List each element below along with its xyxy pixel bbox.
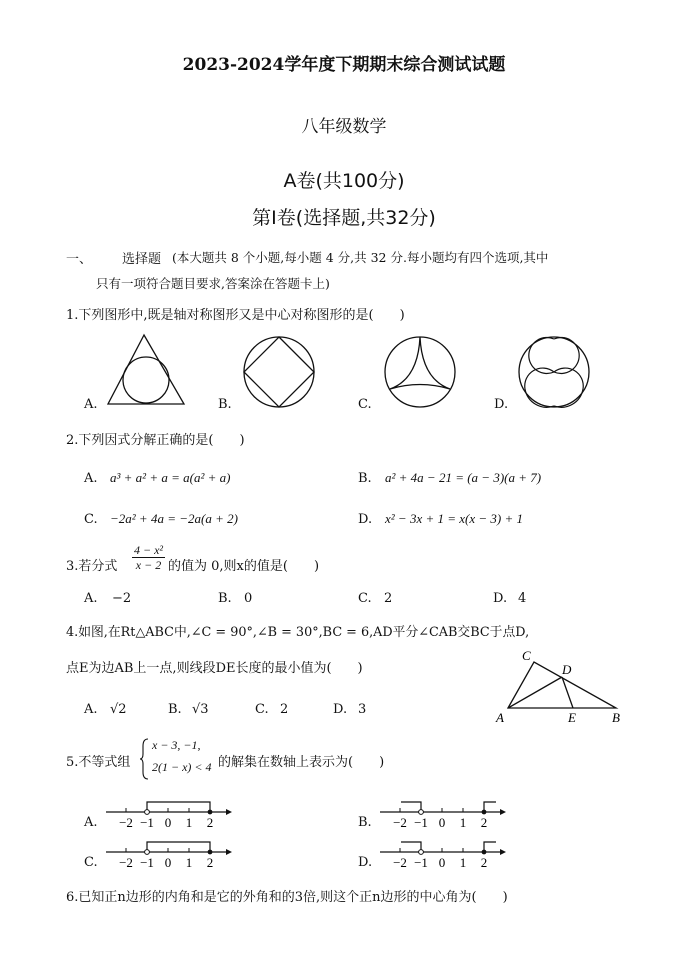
axis-tick-label: −2 [393, 815, 407, 830]
axis-tick-label: −1 [140, 855, 154, 870]
q5-option-c-label: C. [84, 855, 98, 870]
solution-ray [401, 802, 421, 812]
q3-option-c-value: 2 [384, 591, 393, 606]
q3-denominator: x − 2 [135, 558, 162, 572]
axis-tick-label: −2 [119, 815, 133, 830]
axis-tick-label: 2 [206, 855, 214, 870]
axis-tick-label: 2 [480, 815, 488, 830]
q2-option-d-expr: x² − 3x + 1 = x(x − 3) + 1 [385, 511, 523, 526]
axis-tick-label: −2 [393, 855, 407, 870]
q3-prefix: 3.若分式 [66, 559, 118, 574]
q2-option-b-expr: a² + 4a − 21 = (a − 3)(a + 7) [385, 470, 542, 485]
q5-number-line-b [378, 790, 506, 830]
q4-triangle-figure [494, 648, 628, 726]
solution-bracket [147, 802, 210, 812]
axis-tick-label: 2 [206, 815, 214, 830]
q4-option-a-value: √2 [110, 702, 127, 717]
q2-option-a-expr: a³ + a² + a = a(a² + a) [110, 470, 231, 485]
q2-option-c-expr: −2a² + 4a = −2a(a + 2) [110, 511, 238, 526]
q6-stem: 6.已知正n边形的内角和是它的外角和的3倍,则这个正n边形的中心角为( ) [66, 890, 508, 905]
solution-bracket [147, 842, 210, 852]
q3-option-d-value: 4 [518, 591, 527, 606]
axis-tick-label: 1 [185, 815, 193, 830]
axis-tick-label: −1 [414, 815, 428, 830]
q5-inequality-1: x − 3, −1, [152, 738, 201, 752]
axis-tick-label: 0 [164, 815, 172, 830]
q4-point-b: B [612, 710, 620, 725]
grade-subject: 八年级数学 [301, 117, 387, 137]
open-point [419, 850, 424, 855]
q5-option-b-label: B. [358, 815, 372, 830]
closed-point [482, 810, 487, 815]
q1-figure-c [382, 334, 458, 410]
q2-option-a-label: A. [84, 471, 98, 486]
solution-ray [401, 842, 421, 852]
q4-line2: 点E为边AB上一点,则线段DE长度的最小值为( ) [66, 661, 363, 676]
q5-number-line-c [104, 830, 232, 870]
q4-option-c-label: C. [255, 702, 269, 717]
q5-brace [140, 738, 150, 780]
axis-arrow [226, 809, 232, 815]
closed-point [208, 850, 213, 855]
q1-stem: 1.下列图形中,既是轴对称图形又是中心对称图形的是( ) [66, 308, 405, 323]
q3-option-b-label: B. [218, 591, 232, 606]
q2-option-b-label: B. [358, 471, 372, 486]
axis-tick-label: −1 [140, 815, 154, 830]
q1-option-c-label: C. [358, 397, 372, 412]
q3-option-b-value: 0 [244, 591, 253, 606]
q1-figure-d [516, 334, 592, 410]
q3-numerator: 4 − x² [134, 543, 164, 557]
q5-prefix: 5.不等式组 [66, 755, 131, 770]
q3-option-d-label: D. [493, 591, 508, 606]
q4-point-c: C [522, 648, 531, 663]
q4-point-e: E [568, 710, 576, 725]
q2-stem: 2.下列因式分解正确的是( ) [66, 433, 245, 448]
q1-option-a-label: A. [84, 397, 98, 412]
axis-arrow [500, 849, 506, 855]
section-instruction-line2: 只有一项符合题目要求,答案涂在答题卡上) [96, 276, 330, 291]
q5-number-line-d [378, 830, 506, 870]
part1-heading: 第Ⅰ卷(选择题,共32分) [252, 207, 436, 229]
q5-option-d-label: D. [358, 855, 373, 870]
section-instruction-line1: (本大题共 8 个小题,每小题 4 分,共 32 分.每小题均有四个选项,其中 [172, 250, 549, 265]
open-point [419, 810, 424, 815]
q4-line1: 4.如图,在Rt△ABC中,∠C = 90°,∠B = 30°,BC = 6,AD平分∠CAB交BC于点D, [66, 625, 530, 640]
q5-number-line-a [104, 790, 232, 830]
open-point [145, 850, 150, 855]
q3-suffix: 的值为 0,则x的值是( ) [168, 559, 320, 574]
q3-option-a-value: −2 [112, 591, 132, 606]
q4-option-a-label: A. [84, 702, 98, 717]
section-number: 一、 [66, 252, 93, 267]
axis-tick-label: −2 [119, 855, 133, 870]
q1-option-d-label: D. [494, 397, 509, 412]
axis-tick-label: 1 [459, 815, 467, 830]
q4-point-d: D [562, 662, 572, 677]
axis-arrow [226, 849, 232, 855]
q4-option-d-value: 3 [358, 702, 367, 717]
closed-point [208, 810, 213, 815]
q5-option-a-label: A. [84, 815, 98, 830]
closed-point [482, 850, 487, 855]
paper-a-heading: A卷(共100分) [283, 170, 405, 192]
q4-option-c-value: 2 [280, 702, 289, 717]
axis-tick-label: −1 [414, 855, 428, 870]
q3-option-a-label: A. [84, 591, 98, 606]
q3-option-c-label: C. [358, 591, 372, 606]
q4-point-a: A [496, 710, 504, 725]
q1-figure-b [241, 334, 317, 410]
q1-option-b-label: B. [218, 397, 232, 412]
q3-fraction [132, 543, 165, 572]
q5-inequality-2: 2(1 − x) < 4 [152, 760, 212, 774]
q1-figure-a [104, 332, 194, 408]
q2-option-c-label: C. [84, 512, 98, 527]
axis-tick-label: 1 [459, 855, 467, 870]
exam-title: 2023-2024学年度下期期末综合测试试题 [182, 55, 506, 75]
q4-option-b-value: √3 [192, 702, 209, 717]
axis-arrow [500, 809, 506, 815]
axis-tick-label: 0 [438, 815, 446, 830]
section-heading: 选择题 [122, 252, 162, 267]
axis-tick-label: 1 [185, 855, 193, 870]
axis-tick-label: 0 [164, 855, 172, 870]
open-point [145, 810, 150, 815]
q5-suffix: 的解集在数轴上表示为( ) [218, 755, 385, 770]
axis-tick-label: 0 [438, 855, 446, 870]
q2-option-d-label: D. [358, 512, 373, 527]
axis-tick-label: 2 [480, 855, 488, 870]
q4-option-b-label: B. [168, 702, 182, 717]
q4-option-d-label: D. [333, 702, 348, 717]
